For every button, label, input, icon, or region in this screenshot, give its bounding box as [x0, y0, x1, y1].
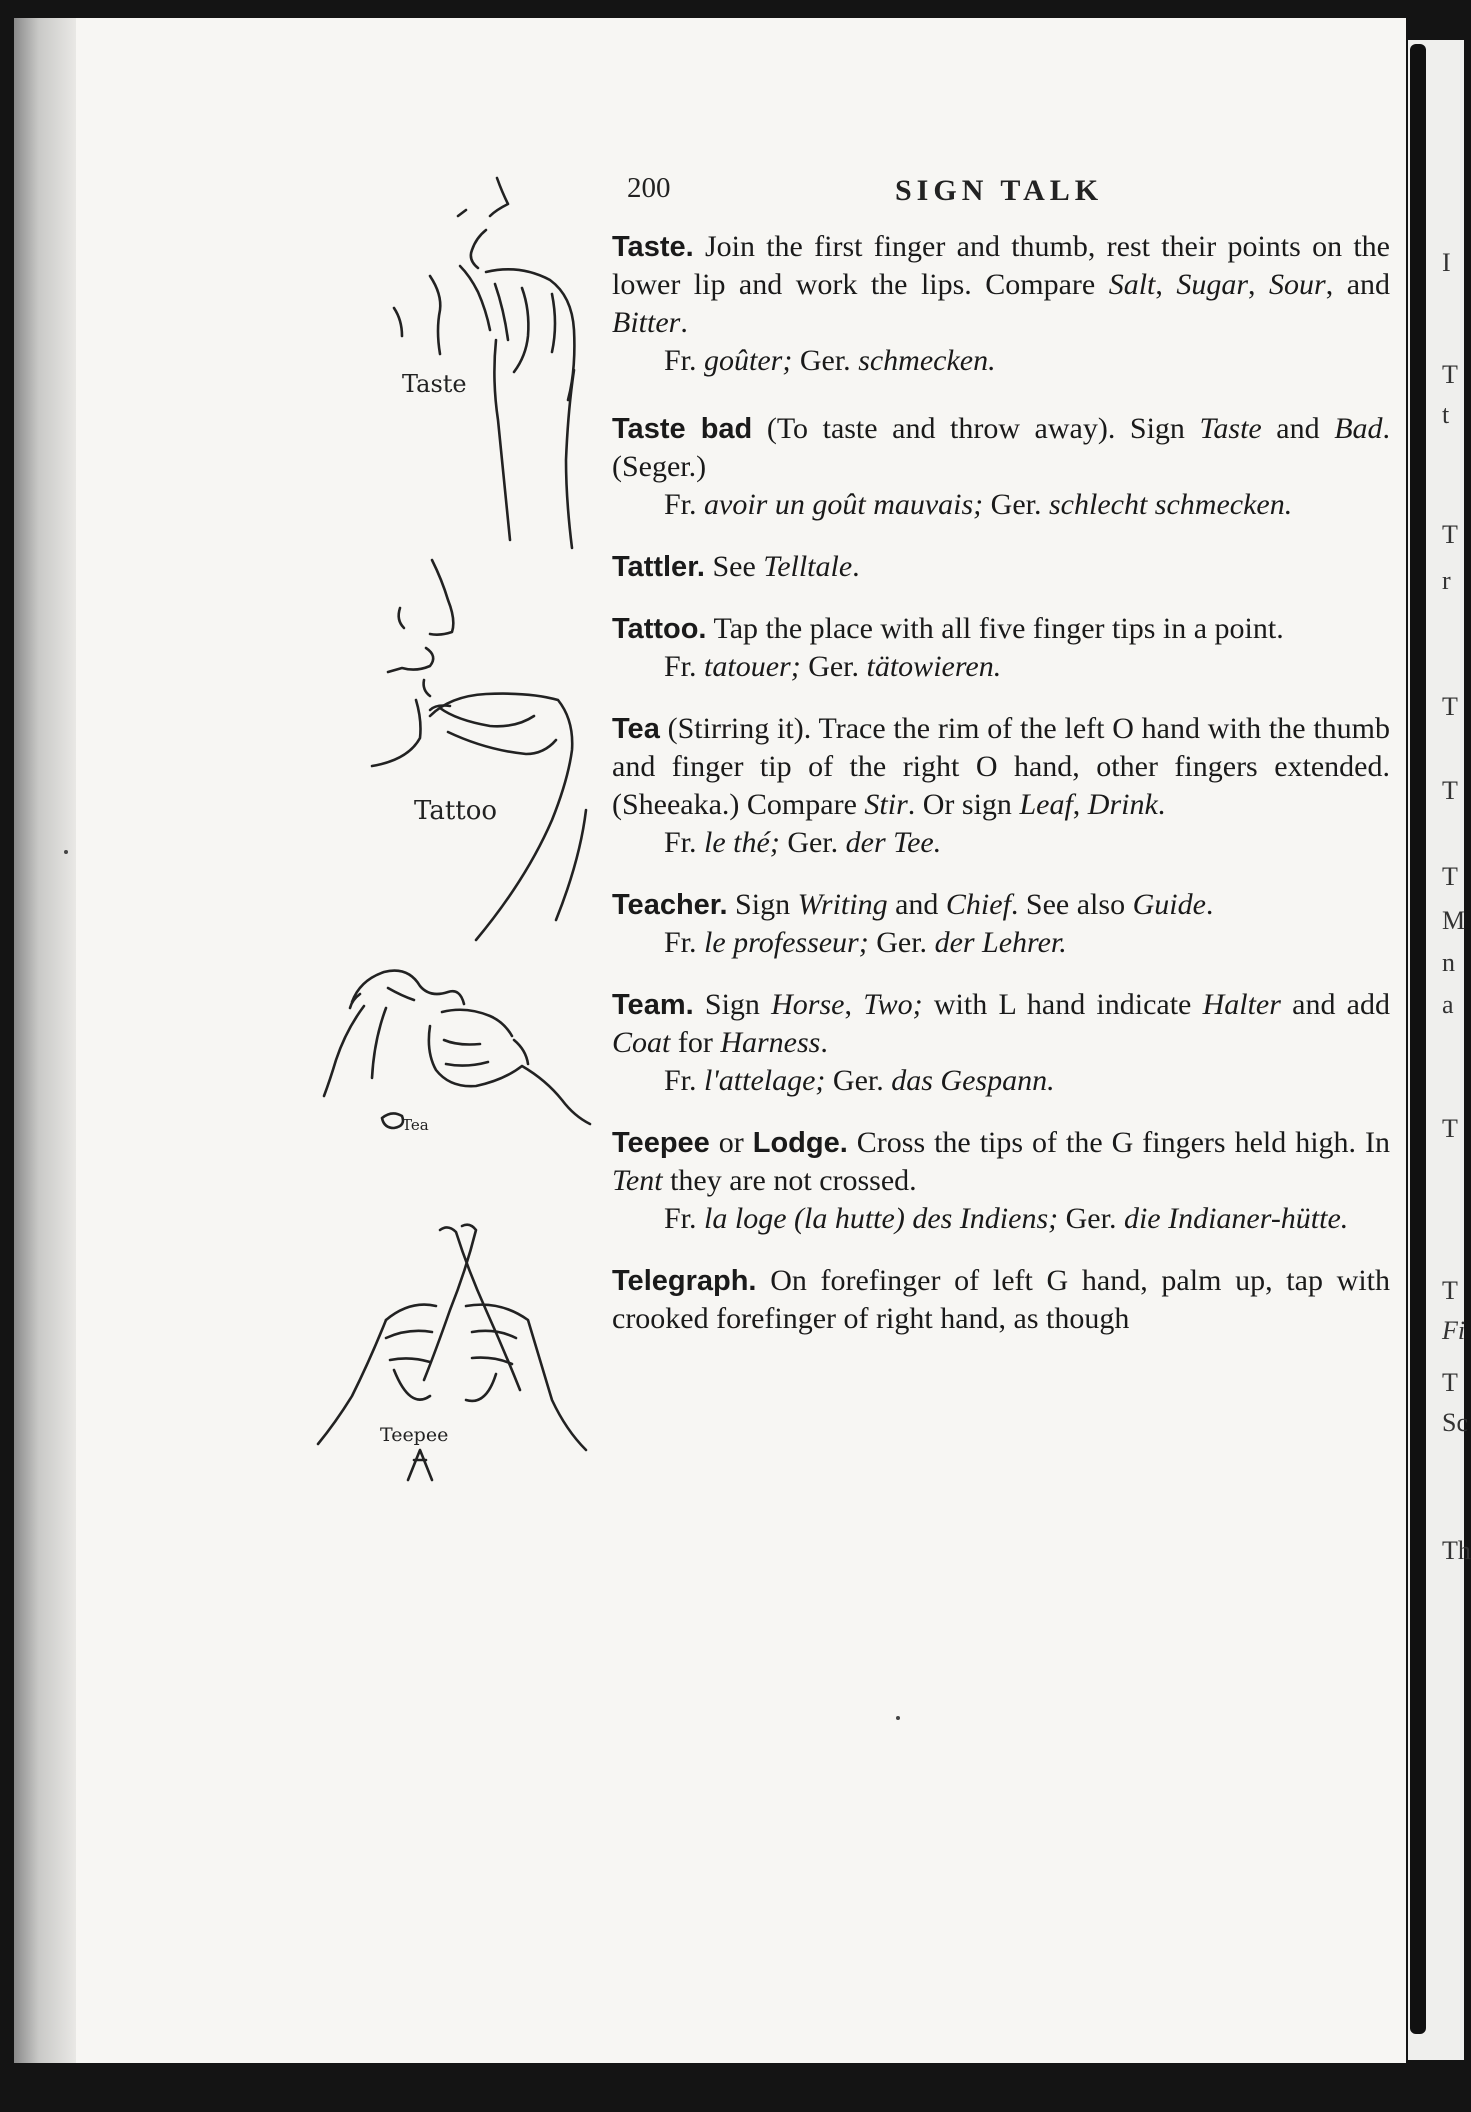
facing-page-fragment: M: [1442, 906, 1466, 935]
entry-headword: Tattler.: [612, 551, 705, 583]
facing-page-fragment: n: [1442, 948, 1455, 977]
translation-line: Fr. goûter; Ger. schmecken.: [664, 344, 996, 377]
entry-headword: Tattoo.: [612, 613, 707, 645]
translation-line: Fr. le professeur; Ger. der Lehrer.: [664, 926, 1067, 959]
taste-caption: Taste: [402, 370, 467, 398]
facing-page-fragment: T: [1442, 862, 1458, 891]
entry-tattler: Tattler. See Telltale.: [612, 550, 860, 583]
translation-line: Fr. la loge (la hutte) des Indiens; Ger. die Indianer-hütte.: [664, 1202, 1349, 1235]
facing-page-fragment: T: [1442, 692, 1458, 721]
entry-headword: Tea: [612, 713, 660, 745]
tea-illustration: [324, 971, 590, 1128]
dictionary-entries: [612, 228, 1390, 1338]
scan-speck: [896, 1716, 900, 1720]
entry-headword: Team.: [612, 989, 694, 1021]
entry-headword: Teepee: [612, 1127, 710, 1159]
entry-team: Team. Sign Horse, Two; with L hand indicate Halter and add Coat for Harness. Fr. l'attelage; Ger. das Gespann.: [612, 986, 1390, 1100]
facing-page-fragment: r: [1442, 566, 1451, 595]
teepee-illustration: [318, 1225, 586, 1480]
facing-page-fragment: T: [1442, 360, 1458, 389]
entry-teacher: Teacher. Sign Writing and Chief. See also Guide. Fr. le professeur; Ger. der Lehrer.: [612, 886, 1390, 962]
page-header: [627, 172, 1387, 222]
entry-headword: Taste.: [612, 231, 694, 263]
translation-line: Fr. tatouer; Ger. tätowieren.: [664, 650, 1002, 683]
facing-page-fragment: I: [1442, 248, 1451, 277]
entry-headword: Teacher.: [612, 889, 728, 921]
tattoo-illustration: [372, 560, 586, 940]
running-title: SIGN TALK: [895, 174, 1104, 207]
entry-tea: Tea (Stirring it). Trace the rim of the left O hand with the thumb and finger tip of the right O hand, other fingers extended. (Sheeaka.) Compare Stir. Or sign Leaf, Drink. Fr. le thé; Ger. der Tee.: [612, 710, 1390, 862]
facing-page-fragment: T: [1442, 1114, 1458, 1143]
tea-caption: Tea: [402, 1116, 429, 1134]
page-number: 200: [627, 172, 671, 204]
facing-page-fragment: T: [1442, 520, 1458, 549]
entry-taste-bad: Taste bad (To taste and throw away). Sign Taste and Bad. (Seger.) Fr. avoir un goût mauvais; Ger. schlecht schmecken.: [612, 410, 1390, 524]
translation-line: Fr. avoir un goût mauvais; Ger. schlecht schmecken.: [664, 488, 1293, 521]
facing-page-fragment: T: [1442, 1368, 1458, 1397]
facing-page-fragment: t: [1442, 400, 1450, 429]
taste-illustration: [394, 178, 574, 548]
entry-tattoo: Tattoo. Tap the place with all five finger tips in a point. Fr. tatouer; Ger. tätowieren.: [612, 610, 1390, 686]
facing-page-fragment: Th: [1442, 1536, 1471, 1565]
facing-page-fragment: Sc: [1442, 1408, 1468, 1437]
scan-speck: [64, 850, 68, 854]
teepee-caption: Teepee: [380, 1424, 449, 1446]
facing-page-fragment: T: [1442, 1276, 1458, 1305]
entry-taste: Taste. Join the first finger and thumb, rest their points on the lower lip and work the lips. Compare Salt, Sugar, Sour, and Bitter. Fr. goûter; Ger. schmecken.: [612, 228, 1390, 380]
facing-page-fragment: a: [1442, 990, 1454, 1019]
page-gutter-shadow: [14, 18, 76, 2063]
translation-line: Fr. l'attelage; Ger. das Gespann.: [664, 1064, 1055, 1097]
entry-headword: Taste bad: [612, 413, 753, 445]
tattoo-caption: Tattoo: [414, 796, 498, 826]
entry-headword: Telegraph.: [612, 1265, 757, 1297]
entry-telegraph: Telegraph. On forefinger of left G hand, palm up, tap with crooked forefinger of right hand, as though: [612, 1264, 1390, 1335]
facing-page-fragment: T: [1442, 776, 1458, 805]
entry-headword: Lodge.: [752, 1127, 848, 1159]
page-edge-shadow: [1410, 44, 1426, 2034]
entry-teepee: Teepee or Lodge. Cross the tips of the G fingers held high. In Tent they are not crossed. Fr. la loge (la hutte) des Indiens; Ger. die Indianer-hütte.: [612, 1124, 1390, 1238]
facing-page-fragment: Fi: [1442, 1316, 1466, 1345]
translation-line: Fr. le thé; Ger. der Tee.: [664, 826, 942, 859]
